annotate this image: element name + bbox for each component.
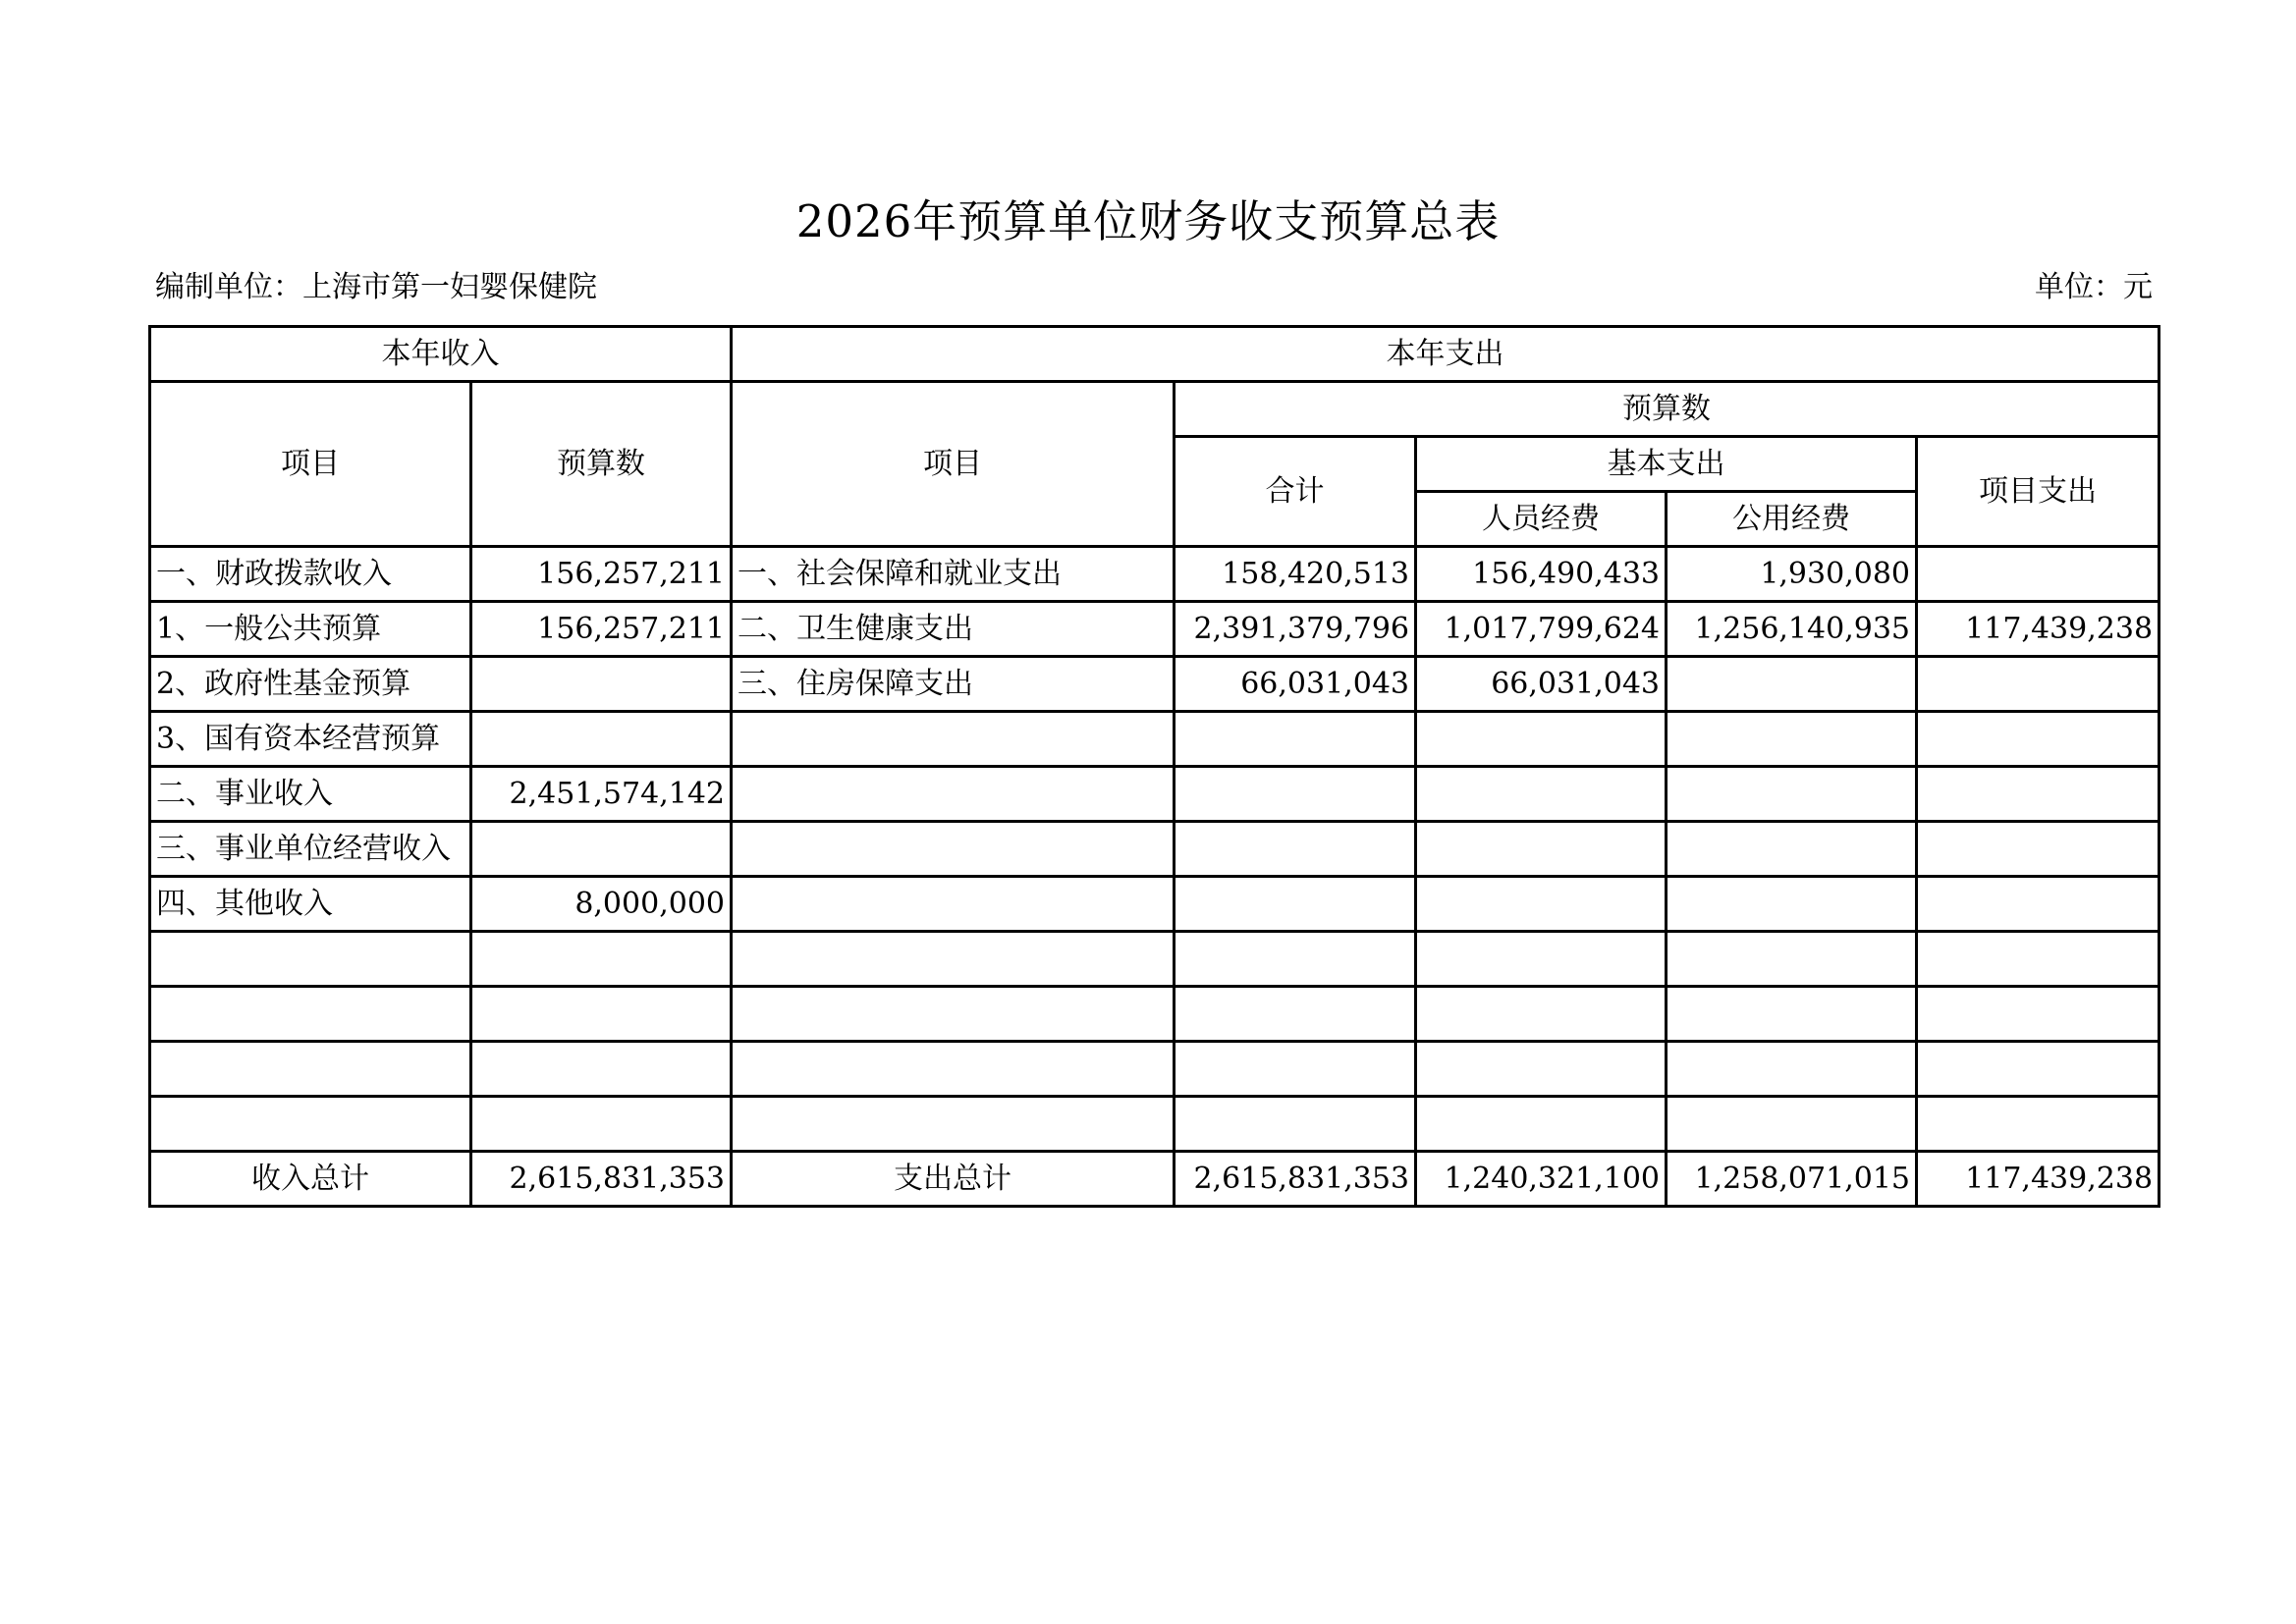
expense-item-cell [732,877,1175,932]
expense-item-cell [732,822,1175,877]
totals-row [150,1152,2159,1207]
table-row [150,547,2159,602]
income-budget-cell: 156,257,211 [471,602,732,657]
income-item-cell [150,1097,471,1152]
income-budget-cell [471,657,732,712]
public-expense-cell [1667,657,1917,712]
table-row [150,987,2159,1042]
public-expense-cell [1667,1097,1917,1152]
income-item-cell: 3、国有资本经营预算 [150,712,471,767]
table-row [150,767,2159,822]
project-expense-cell [1917,932,2159,987]
expense-total-label: 支出总计 [732,1152,1175,1207]
expense-total-value: 2,615,831,353 [1175,1152,1416,1207]
expense-total-cell: 66,031,043 [1175,657,1416,712]
expense-total-cell [1175,932,1416,987]
income-section-header: 本年收入 [150,327,732,382]
header-row-1 [150,327,2159,382]
public-expense-cell: 1,930,080 [1667,547,1917,602]
project-expense-cell [1917,1042,2159,1097]
public-expense-cell [1667,822,1917,877]
table-row [150,657,2159,712]
expense-item-cell [732,932,1175,987]
expense-total-cell [1175,1097,1416,1152]
income-budget-cell: 156,257,211 [471,547,732,602]
income-item-cell: 一、财政拨款收入 [150,547,471,602]
project-expense-cell [1917,1097,2159,1152]
table-row [150,602,2159,657]
expense-total-cell [1175,987,1416,1042]
expense-section-header: 本年支出 [732,327,2159,382]
project-expense-cell: 117,439,238 [1917,602,2159,657]
public-expense-cell [1667,767,1917,822]
personnel-expense-header: 人员经费 [1416,492,1667,547]
public-total-value: 1,258,071,015 [1667,1152,1917,1207]
income-total-label: 收入总计 [150,1152,471,1207]
expense-item-header: 项目 [732,382,1175,547]
income-item-cell [150,987,471,1042]
project-expense-cell [1917,877,2159,932]
expense-item-cell [732,987,1175,1042]
income-item-header: 项目 [150,382,471,547]
personnel-expense-cell: 156,490,433 [1416,547,1667,602]
table-row [150,1042,2159,1097]
public-expense-cell [1667,1042,1917,1097]
project-expense-cell [1917,767,2159,822]
income-budget-header: 预算数 [471,382,732,547]
expense-item-cell: 二、卫生健康支出 [732,602,1175,657]
currency-unit-label: 单位：元 [2035,270,2153,304]
income-budget-cell [471,822,732,877]
project-expense-header: 项目支出 [1917,437,2159,547]
income-budget-cell [471,712,732,767]
project-expense-cell [1917,657,2159,712]
income-item-cell: 2、政府性基金预算 [150,657,471,712]
expense-item-cell [732,1042,1175,1097]
income-budget-cell [471,987,732,1042]
table-header [150,327,2159,547]
expense-total-cell [1175,822,1416,877]
budget-group-header: 预算数 [1175,382,2159,437]
public-expense-cell: 1,256,140,935 [1667,602,1917,657]
income-item-cell: 二、事业收入 [150,767,471,822]
income-item-cell [150,1042,471,1097]
personnel-expense-cell [1416,1042,1667,1097]
income-budget-cell [471,932,732,987]
table-body [150,547,2159,1152]
project-expense-cell [1917,987,2159,1042]
public-expense-header: 公用经费 [1667,492,1917,547]
project-total-value: 117,439,238 [1917,1152,2159,1207]
personnel-expense-cell [1416,987,1667,1042]
table-footer [150,1152,2159,1207]
personnel-expense-cell [1416,877,1667,932]
project-expense-cell [1917,547,2159,602]
income-item-cell [150,932,471,987]
expense-item-cell: 三、住房保障支出 [732,657,1175,712]
income-total-value: 2,615,831,353 [471,1152,732,1207]
personnel-expense-cell [1416,1097,1667,1152]
personnel-total-value: 1,240,321,100 [1416,1152,1667,1207]
expense-total-cell: 158,420,513 [1175,547,1416,602]
income-item-cell: 四、其他收入 [150,877,471,932]
expense-item-cell [732,767,1175,822]
expense-total-cell [1175,1042,1416,1097]
income-budget-cell: 2,451,574,142 [471,767,732,822]
project-expense-cell [1917,822,2159,877]
table-row [150,877,2159,932]
compiling-unit-label: 编制单位：上海市第一妇婴保健院 [155,270,597,304]
personnel-expense-cell [1416,822,1667,877]
table-row [150,1097,2159,1152]
header-row-2 [150,382,2159,437]
basic-expense-header: 基本支出 [1416,437,1917,492]
income-budget-cell [471,1097,732,1152]
project-expense-cell [1917,712,2159,767]
expense-item-cell [732,712,1175,767]
public-expense-cell [1667,987,1917,1042]
income-budget-cell: 8,000,000 [471,877,732,932]
total-header: 合计 [1175,437,1416,547]
table-row [150,932,2159,987]
expense-total-cell [1175,712,1416,767]
table-row [150,712,2159,767]
personnel-expense-cell [1416,712,1667,767]
personnel-expense-cell [1416,932,1667,987]
budget-summary-table [148,325,2160,1208]
expense-total-cell [1175,877,1416,932]
income-item-cell: 三、事业单位经营收入 [150,822,471,877]
public-expense-cell [1667,932,1917,987]
public-expense-cell [1667,712,1917,767]
income-item-cell: 1、一般公共预算 [150,602,471,657]
expense-item-cell: 一、社会保障和就业支出 [732,547,1175,602]
personnel-expense-cell: 1,017,799,624 [1416,602,1667,657]
expense-total-cell [1175,767,1416,822]
income-budget-cell [471,1042,732,1097]
expense-total-cell: 2,391,379,796 [1175,602,1416,657]
expense-item-cell [732,1097,1175,1152]
public-expense-cell [1667,877,1917,932]
personnel-expense-cell: 66,031,043 [1416,657,1667,712]
page-title: 2026年预算单位财务收支预算总表 [795,195,1501,247]
table-row [150,822,2159,877]
personnel-expense-cell [1416,767,1667,822]
